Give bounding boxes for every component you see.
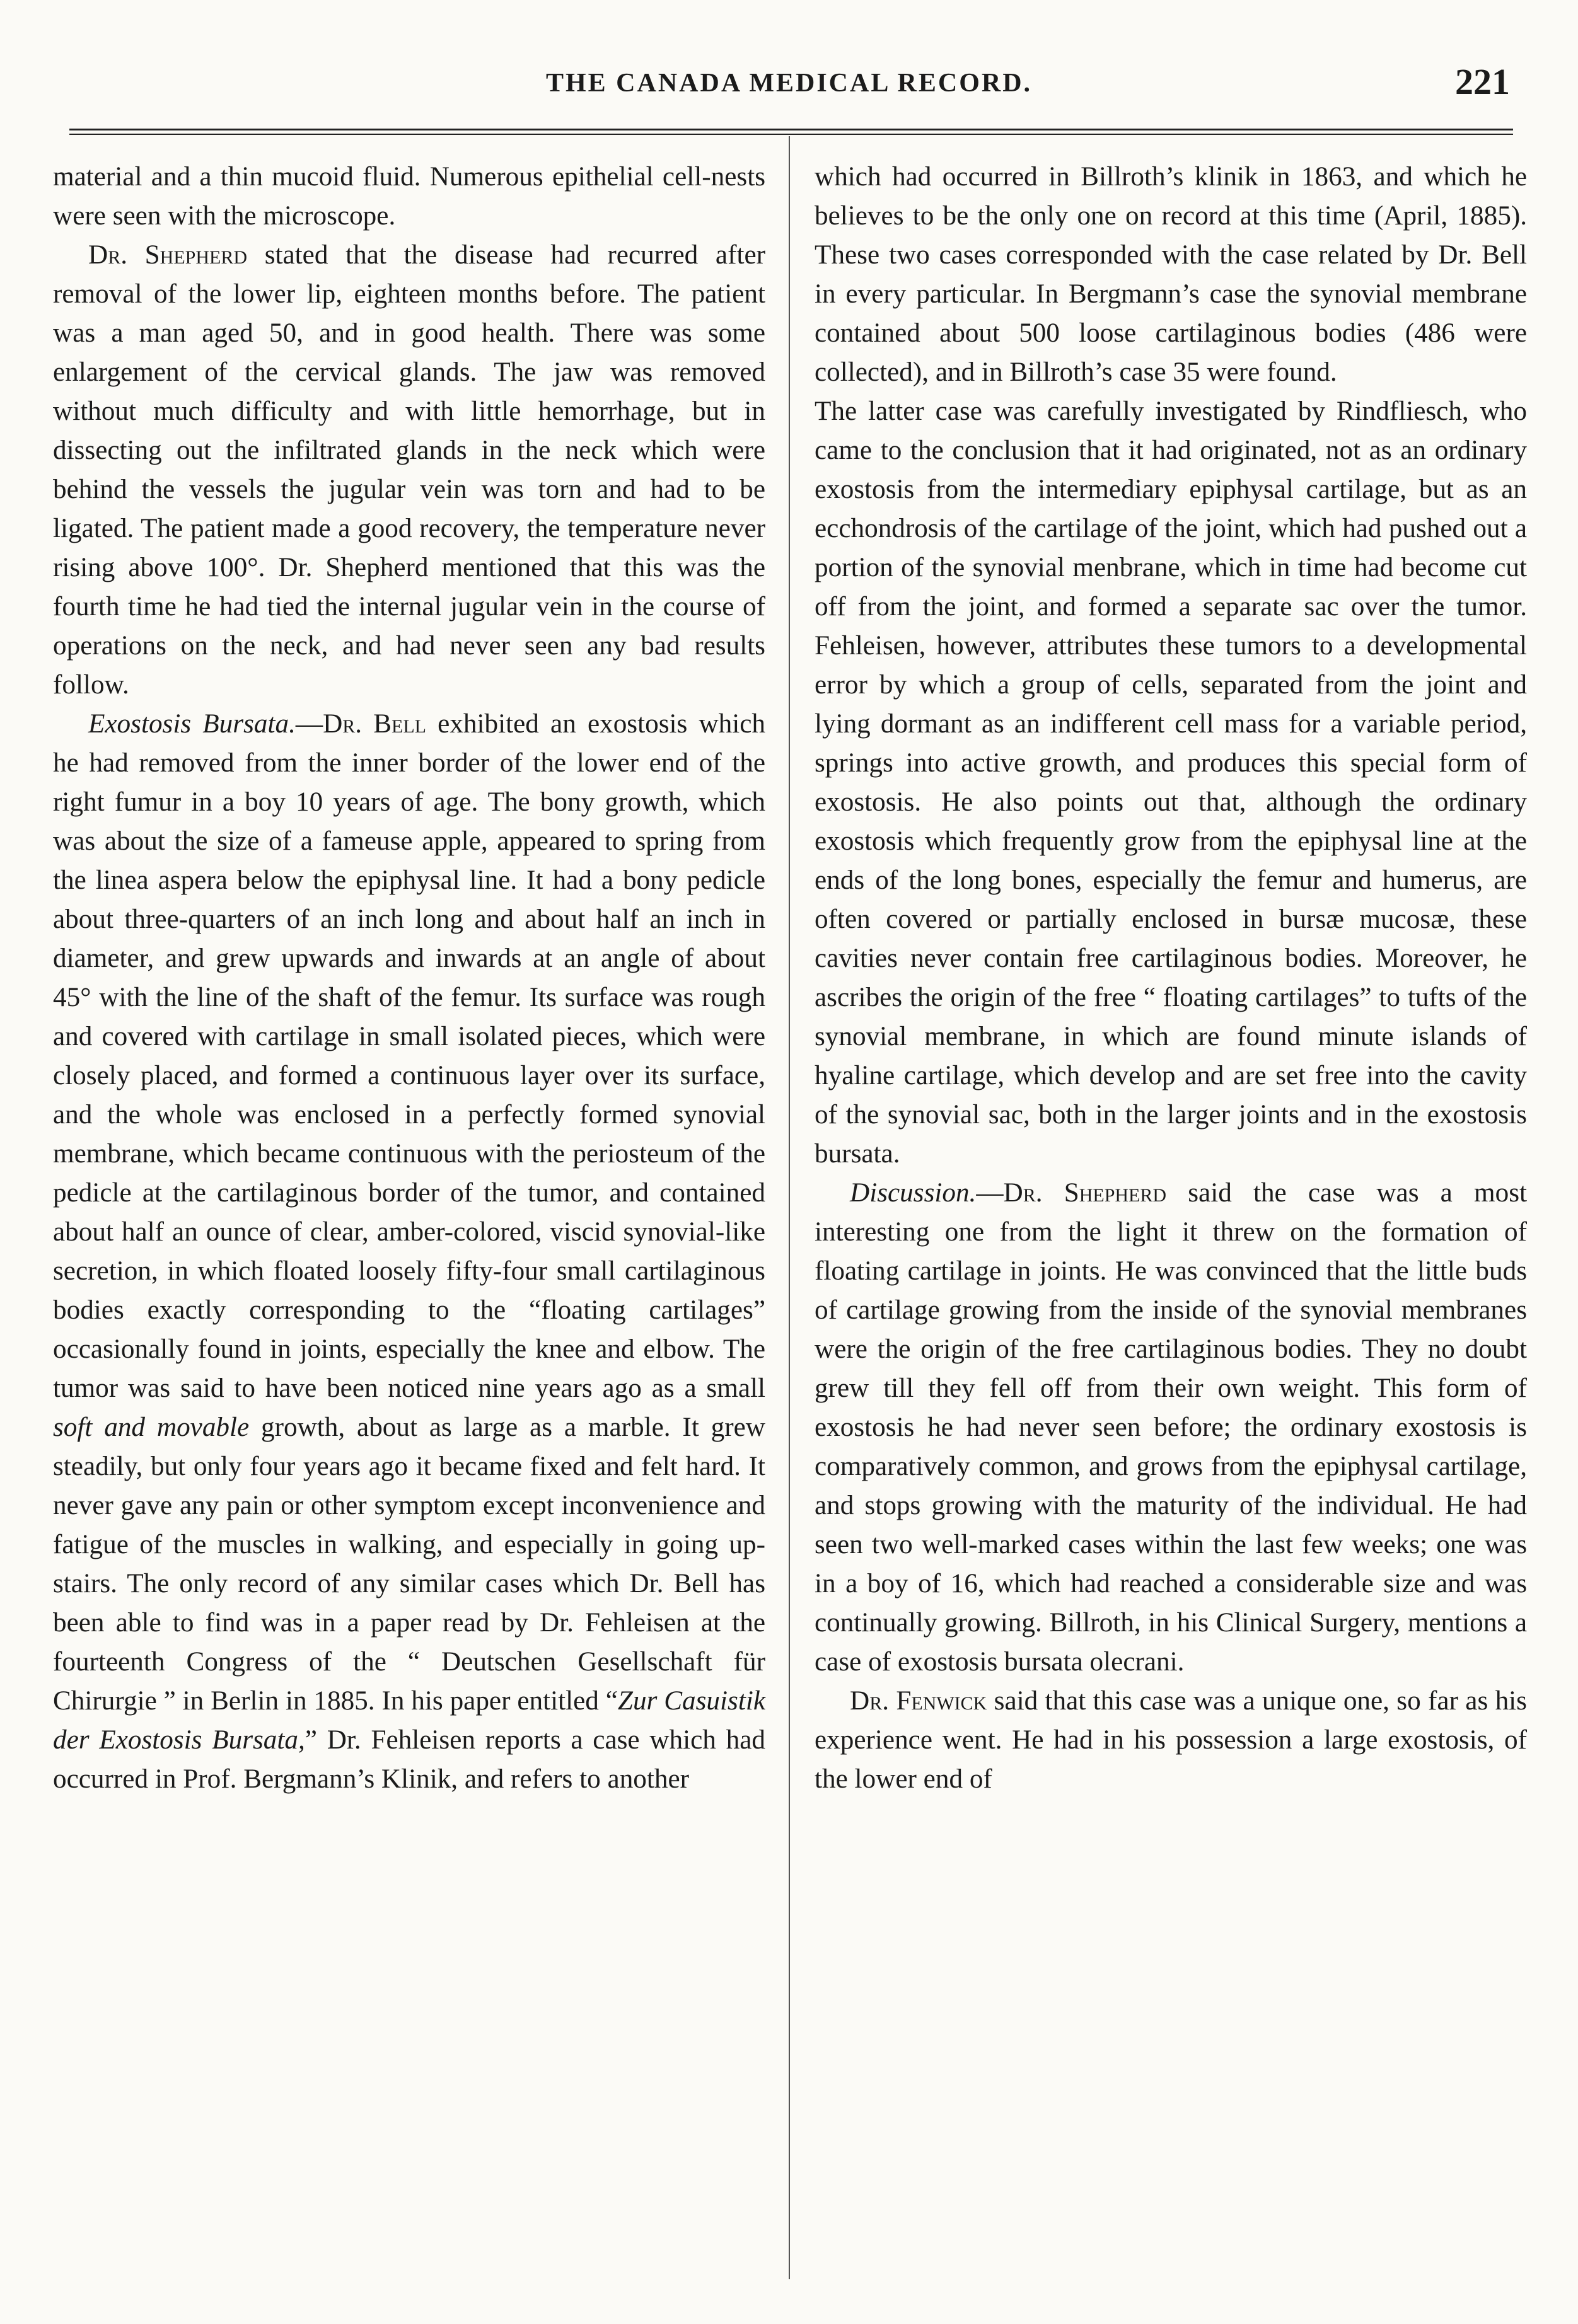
paragraph-text: exhibited an exostosis which he had removed from the inner border of the lower end of the right fumur in a boy 10 years of age. The bony growth, which was about the size of a fameuse apple, appeared to spring from the linea aspera below the epiphysal line. It had a bony pedicle about three-quarters of an inch long and about half an inch in diameter, and grew upwards and inwards at an angle of about 45° with the line of the shaft of the femur. Its surface was rough and covered with cartilage in small isolated pieces, which were closely placed, and formed a continuous layer over its surface, and the whole was enclosed in a perfectly formed synovial membrane, which became continuous with the periosteum of the pedicle at the cartilaginous border of the tumor, and contained about half an ounce of clear, amber-colored, viscid synovial-like secretion, in which floated loosely fifty-four small cartilaginous bodies exactly corresponding to the “floating cartilages” occasionally found in joints, especially the knee and elbow. The tumor was said to have been noticed nine years ago as a small [53,709,766,1403]
left-column [53,158,765,1799]
speaker-name: Dr. Fenwick [850,1686,987,1716]
paragraph-text: which had occurred in Billroth’s klinik in 1863, and which he believes to be the only one on record at this time (April, 1885). These two cases corresponded with the case related by Dr. Bell in every particular. In Bergmann’s case the synovial membrane contained about 500 loose cartilaginous bodies (486 were collected), and in Billroth’s case 35 were found. [815,162,1527,387]
paragraph-text: stated that the disease had recurred after removal of the lower lip, eighteen months before. The patient was a man aged 50, and in good health. There was some enlargement of the cervical glands. The jaw was removed without much difficulty and with little hemorrhage, but in dissecting out the infiltrated glands in the neck which were behind the vessels the jugular vein was torn and had to be ligated. The patient made a good recovery, the temperature never rising above 100°. Dr. Shepherd mentioned that this was the fourth time he had tied the internal jugular vein in the course of operations on the neck, and had never seen any bad results follow. [53,240,765,700]
paragraph [53,236,765,705]
paragraph [53,705,765,1799]
paragraph [815,158,1527,392]
paragraph-text: ” Dr. Fehleisen reports a case which had occurred in Prof. Bergmann’s Klinik, and refers to another [53,1725,765,1794]
page-number: 221 [1455,61,1510,102]
paragraph-text: The latter case was carefully investigated by Rindfliesch, who came to the conclusion that it had originated, not as an ordinary exostosis from the intermediary epiphysal cartilage, but as an ecchondrosis of the cartilage of the joint, which had pushed out a portion of the synovial menbrane, which in time had become cut off from the joint, and formed a separate sac over the tumor. Fehleisen, however, attributes these tumors to a developmental error by which a group of cells, separated from the joint and lying dormant as an indifferent cell mass for a variable period, springs into active growth, and produces this special form of exostosis. He also points out that, although the ordinary exostosis which frequently grow from the epiphysal line at the ends of the long bones, especially the femur and humerus, are often covered or partially enclosed in bursæ mucosæ, these cavities never contain free cartilaginous bodies. Moreover, he ascribes the origin of the free “ floating cartilages” to tufts of the synovial membrane, in which are found minute islands of hyaline cartilage, which develop and are set free into the cavity of the synovial sac, both in the larger joints and in the exostosis bursata. [815,396,1527,1169]
emphasis-text: soft and movable [53,1413,250,1442]
paragraph [815,1682,1527,1799]
speaker-name: —Dr. Bell [295,709,427,739]
paragraph-text: material and a thin mucoid fluid. Numerous epithelial cell-nests were seen with the microscope. [53,162,765,231]
paragraph [815,1174,1527,1682]
paragraph [53,158,765,236]
paragraph [815,392,1527,1174]
section-heading: Discussion. [850,1178,977,1208]
speaker-name: Dr. Shepherd [88,240,248,270]
right-column [815,158,1527,1799]
header-rule-thin [69,134,1513,135]
section-heading: Exostosis Bursata. [88,709,296,739]
paragraph-text: said that this case was a unique one, so far as his experience went. He had in his possession a large exostosis, of the lower end of [815,1686,1527,1794]
cited-title: Zur Casuistik der Exostosis Bursata, [53,1686,765,1755]
header-rule [69,129,1513,130]
column-divider [789,136,790,2279]
paragraph-text: said the case was a most interesting one from the light it threw on the formation of floating cartilage in joints. He was convinced that the little buds of cartilage growing from the inside of the synovial membranes were the origin of the free cartilaginous bodies. They no doubt grew till they fell off from their own weight. This form of exostosis he had never seen before; the ordinary exostosis is comparatively common, and grows from the epiphysal cartilage, and stops growing with the maturity of the individual. He had seen two well-marked cases within the last few weeks; one was in a boy of 16, which had reached a considerable size and was continually growing. Billroth, in his Clinical Surgery, mentions a case of exostosis bursata olecrani. [815,1178,1528,1677]
paragraph-text: growth, about as large as a marble. It grew steadily, but only four years ago it became fixed and felt hard. It never gave any pain or other symptom except inconvenience and fatigue of the muscles in walking, and especially in going up-stairs. The only record of any similar cases which Dr. Bell has been able to find was in a paper read by Dr. Fehleisen at the fourteenth Congress of the “ Deutschen Gesellschaft für Chirurgie ” in Berlin in 1885. In his paper entitled “ [53,1413,765,1716]
running-title: THE CANADA MEDICAL RECORD. [545,69,1033,98]
speaker-name: —Dr. Shepherd [976,1178,1167,1208]
